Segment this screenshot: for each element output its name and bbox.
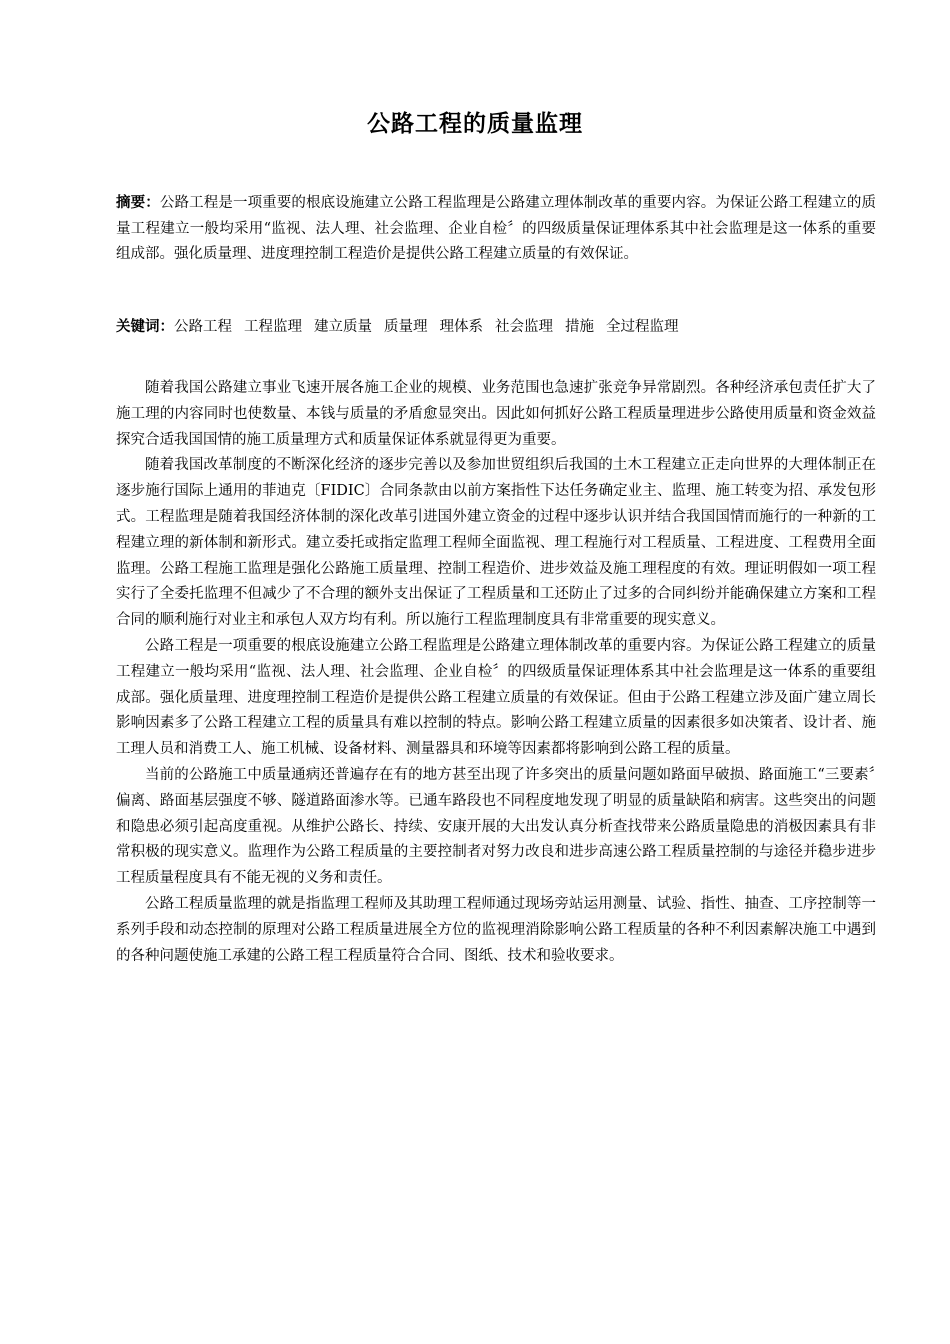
- keyword: 公路工程: [174, 319, 232, 335]
- paragraph: 公路工程是一项重要的根底设施建立公路工程监理是公路建立理体制改革的重要内容。为保证公路工程建立的质量工程建立一般均采用“监视、法人理、社会监理、企业自检〞的四级质量保证理体系其中社会监理是这一体系的重要组成部。强化质量理、进度理控制工程造价是提供公路工程建立质量的有效保证。但由于公路工程建立涉及面广建立周长影响因素多了公路工程建立工程的质量具有难以控制的特点。影响公路工程建立质量的因素很多如决策者、设计者、施工理人员和消费工人、施工机械、设备材料、测量器具和环境等因素都将影响到公路工程的质量。: [116, 637, 876, 758]
- keyword: 建立质量: [314, 319, 372, 335]
- keyword: 理体系: [439, 319, 483, 335]
- abstract-label: 摘要：: [116, 194, 160, 211]
- paragraph: 当前的公路施工中质量通病还普遍存在有的地方甚至出现了许多突出的质量问题如路面早破损、路面施工“三要素〞偏离、路面基层强度不够、隧道路面渗水等。已通车路段也不同程度地发现了明显的质量缺陷和病害。这些突出的问题和隐患必须引起高度重视。从维护公路长、持续、安康开展的大出发认真分析查找带来公路质量隐患的消极因素具有非常积极的现实意义。监理作为公路工程质量的主要控制者对努力改良和进步高速公路工程质量控制的与途径并稳步进步工程质量程度具有不能无视的义务和责任。: [116, 766, 876, 887]
- keyword: 工程监理: [244, 319, 302, 335]
- keyword: 质量理: [384, 319, 428, 335]
- paragraph: 随着我国公路建立事业飞速开展各施工企业的规模、业务范围也急速扩张竞争异常剧烈。各种经济承包责任扩大了施工理的内容同时也使数量、本钱与质量的矛盾愈显突出。因此如何抓好公路工程质量理进步公路使用质量和资金效益探究合适我国国情的施工质量理方式和质量保证体系就显得更为重要。: [116, 380, 876, 448]
- keyword: 社会监理: [495, 319, 553, 335]
- abstract: [116, 190, 876, 268]
- page-title: 公路工程的质量监理: [367, 110, 583, 137]
- abstract-text: 公路工程是一项重要的根底设施建立公路工程监理是公路建立理体制改革的重要内容。为保证公路工程建立的质量工程建立一般均采用“监视、法人理、社会监理、企业自检〞的四级质量保证理体系其中社会监理是这一体系的重要组成部。强化质量理、进度理控制工程造价是提供公路工程建立质量的有效保证。: [116, 195, 877, 262]
- paragraph: 随着我国改革制度的不断深化经济的逐步完善以及参加世贸组织后我国的土木工程建立正走向世界的大理体制正在逐步施行国际上通用的菲迪克〔FIDIC〕合同条款由以前方案指性下达任务确定业主、监理、施工转变为招、承发包形式。工程监理是随着我国经济体制的深化改革引进国外建立资金的过程中逐步认识并结合我国国情而施行的一种新的工程建立理的新体制和新形式。建立委托或指定监理工程师全面监视、理工程施行对工程质量、工程进度、工程费用全面监理。公路工程施工监理是强化公路施工质量理、控制工程造价、进步效益及施工理程度的有效。理证明假如一项工程实行了全委托监理不但减少了不合理的额外支出保证了工程质量和工还防止了过多的合同纠纷并能确保建立方案和工程合同的顺利施行对业主和承包人双方均有利。所以施行工程监理制度具有非常重要的现实意义。: [116, 457, 876, 629]
- keywords-label: 关键词：: [116, 318, 174, 335]
- keyword: 措施: [565, 319, 594, 335]
- keyword: 全过程监理: [606, 319, 679, 335]
- keywords: [116, 314, 876, 341]
- body-text: [116, 376, 876, 969]
- paragraph: 公路工程质量监理的就是指监理工程师及其助理工程师通过现场旁站运用测量、试验、指性、抽查、工序控制等一系列手段和动态控制的原理对公路工程质量进展全方位的监视理消除影响公路工程质量的各种不利因素解决施工中遇到的各种问题使施工承建的公路工程工程质量符合合同、图纸、技术和验收要求。: [116, 895, 876, 964]
